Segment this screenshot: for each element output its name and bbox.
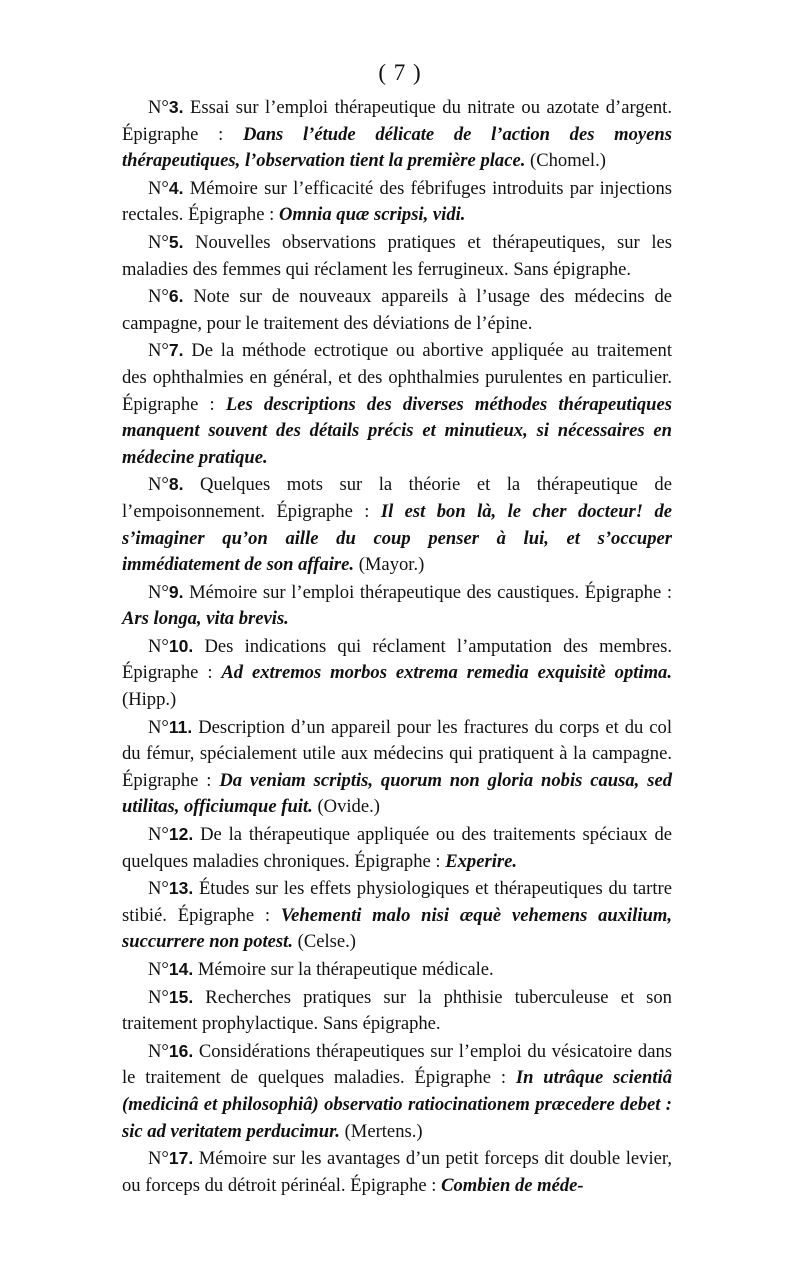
entry-text: Considérations thérapeutiques sur l’emploi du vésicatoire dans le traitement de quelques maladies. Épigraphe : (122, 1040, 672, 1089)
entry-9 (122, 579, 672, 633)
entry-number (148, 1041, 193, 1061)
entry-text: De la thérapeutique appliquée ou des traitements spéciaux de quelques maladies chroniques. Épigraphe : (122, 824, 672, 872)
entry-epigraph: Les descriptions des diverses méthodes thérapeutiques manquent souvent des détails précis et minutieux, si nécessaires en médecine pratique. (122, 393, 672, 468)
entry-number (148, 474, 183, 494)
number-prefix: N° (148, 716, 169, 738)
entry-number (148, 717, 192, 737)
number-value: 6. (168, 286, 184, 307)
entry-text: Des indications qui réclament l’amputation des membres. Épigraphe : (122, 635, 672, 684)
entry-8 (122, 471, 672, 578)
number-prefix: N° (148, 231, 169, 253)
number-prefix: N° (148, 635, 169, 657)
number-prefix: N° (148, 1040, 169, 1062)
entry-16 (122, 1038, 672, 1145)
entry-epigraph: Ars longa, vita brevis. (122, 608, 289, 630)
entry-epigraph: Il est bon là, le cher docteur! de s’imaginer qu’on aille du coup penser à lui, et s’occuper immédiatement de son affaire. (122, 500, 672, 576)
entry-13 (122, 875, 672, 956)
number-prefix: N° (148, 959, 169, 980)
entry-15 (122, 984, 672, 1038)
entry-attribution: (Chomel.) (525, 150, 606, 172)
entry-epigraph: Da veniam scriptis, quorum non gloria nobis causa, sed utilitas, officiumque fuit. (122, 769, 672, 818)
number-prefix: N° (148, 986, 169, 1008)
page-number: ( 7 ) (378, 60, 422, 85)
entry-number (148, 178, 183, 198)
entry-number (148, 959, 193, 979)
entry-text: Quelques mots sur la théorie et la thérapeutique de l’empoisonnement. Épigraphe : (122, 474, 672, 522)
entry-text: Mémoire sur la thérapeutique médicale. (197, 959, 494, 980)
number-prefix: N° (148, 878, 169, 900)
entry-number (148, 97, 183, 117)
number-prefix: N° (148, 474, 169, 496)
entry-11 (122, 714, 672, 821)
entry-epigraph: Dans l’étude délicate de l’action des moyens thérapeutiques, l’observation tient la première place. (122, 123, 673, 172)
number-value: 9. (168, 581, 184, 602)
number-prefix: N° (148, 97, 169, 118)
entry-attribution: (Hipp.) (122, 689, 177, 711)
number-prefix: N° (148, 177, 169, 199)
entry-5 (122, 229, 672, 283)
number-value: 3. (168, 97, 184, 117)
entry-text: Recherches pratiques sur la phthisie tuberculeuse et son traitement prophylactique. Sans épigraphe. (122, 986, 672, 1035)
entry-7 (122, 337, 672, 471)
number-prefix: N° (148, 286, 169, 308)
number-value: 12. (168, 824, 194, 845)
number-value: 5. (168, 231, 184, 252)
entry-3 (122, 94, 672, 175)
entry-text: Note sur de nouveaux appareils à l’usage des médecins de campagne, pour le traitement des déviations de l’épine. (122, 286, 672, 334)
number-prefix: N° (148, 824, 169, 846)
entry-14 (122, 956, 672, 984)
number-prefix: N° (148, 1148, 169, 1170)
entry-number (148, 286, 183, 306)
entry-epigraph: Ad extremos morbos extrema remedia exquisitè optima. (221, 662, 672, 684)
entry-6 (122, 283, 672, 337)
entry-attribution: (Mayor.) (354, 554, 425, 576)
number-value: 16. (168, 1040, 194, 1061)
number-value: 10. (168, 635, 194, 656)
entry-number (148, 582, 183, 602)
entry-attribution: (Ovide.) (312, 796, 380, 818)
entry-epigraph: Vehementi malo nisi æquè vehemens auxilium, succurrere non potest. (122, 904, 672, 953)
entry-number (148, 340, 183, 360)
number-value: 15. (168, 986, 194, 1007)
number-value: 11. (168, 716, 193, 737)
number-value: 4. (168, 177, 184, 198)
entry-epigraph: Experire. (445, 850, 518, 872)
entry-text: Description d’un appareil pour les fractures du corps et du col du fémur, spécialement utile aux médecins qui pratiquent à la campagne. Épigraphe : (122, 716, 673, 791)
number-prefix: N° (148, 340, 169, 362)
entry-text: Mémoire sur les avantages d’un petit forceps dit double levier, ou forceps du détroit périnéal. Épigraphe : (122, 1148, 672, 1196)
entry-10 (122, 633, 672, 714)
number-value: 8. (168, 474, 184, 495)
entry-17 (122, 1145, 672, 1199)
entry-attribution: (Mertens.) (339, 1120, 423, 1142)
entry-number (148, 636, 193, 656)
number-value: 13. (168, 878, 194, 899)
entry-epigraph: Combien de méde- (441, 1174, 584, 1196)
entry-list (122, 94, 672, 1199)
entry-number (148, 824, 193, 844)
number-value: 7. (168, 340, 184, 361)
entry-epigraph: Omnia quæ scripsi, vidi. (278, 204, 466, 226)
number-prefix: N° (148, 581, 169, 603)
entry-text: Nouvelles observations pratiques et thérapeutiques, sur les maladies des femmes qui réclament les ferrugineux. Sans épigraphe. (122, 231, 672, 280)
number-value: 14. (168, 959, 194, 979)
entry-text: Mémoire sur l’emploi thérapeutique des caustiques. Épigraphe : (189, 581, 672, 603)
entry-number (148, 878, 193, 898)
number-value: 17. (168, 1148, 194, 1169)
entry-number (148, 987, 193, 1007)
entry-text: Essai sur l’emploi thérapeutique du nitrate ou azotate d’argent. Épigraphe : (122, 97, 672, 145)
entry-epigraph: In utrâque scientiâ (medicinâ et philosophiâ) observatio ratiocinationem præcedere debet : sic ad veritatem perducimur. (122, 1067, 672, 1142)
entry-number (148, 1148, 193, 1168)
entry-4 (122, 175, 672, 229)
entry-text: Études sur les effets physiologiques et thérapeutiques du tartre stibié. Épigraphe : (122, 878, 672, 926)
entry-number (148, 232, 183, 252)
entry-attribution: (Celse.) (292, 931, 356, 953)
entry-12 (122, 821, 672, 875)
entry-text: De la méthode ectrotique ou abortive appliquée au traitement des ophthalmies en général, et des ophthalmies purulentes en particulier. Épigraphe : (122, 340, 672, 415)
entry-text: Mémoire sur l’efficacité des fébrifuges introduits par injections rectales. Épigraphe : (122, 177, 672, 226)
